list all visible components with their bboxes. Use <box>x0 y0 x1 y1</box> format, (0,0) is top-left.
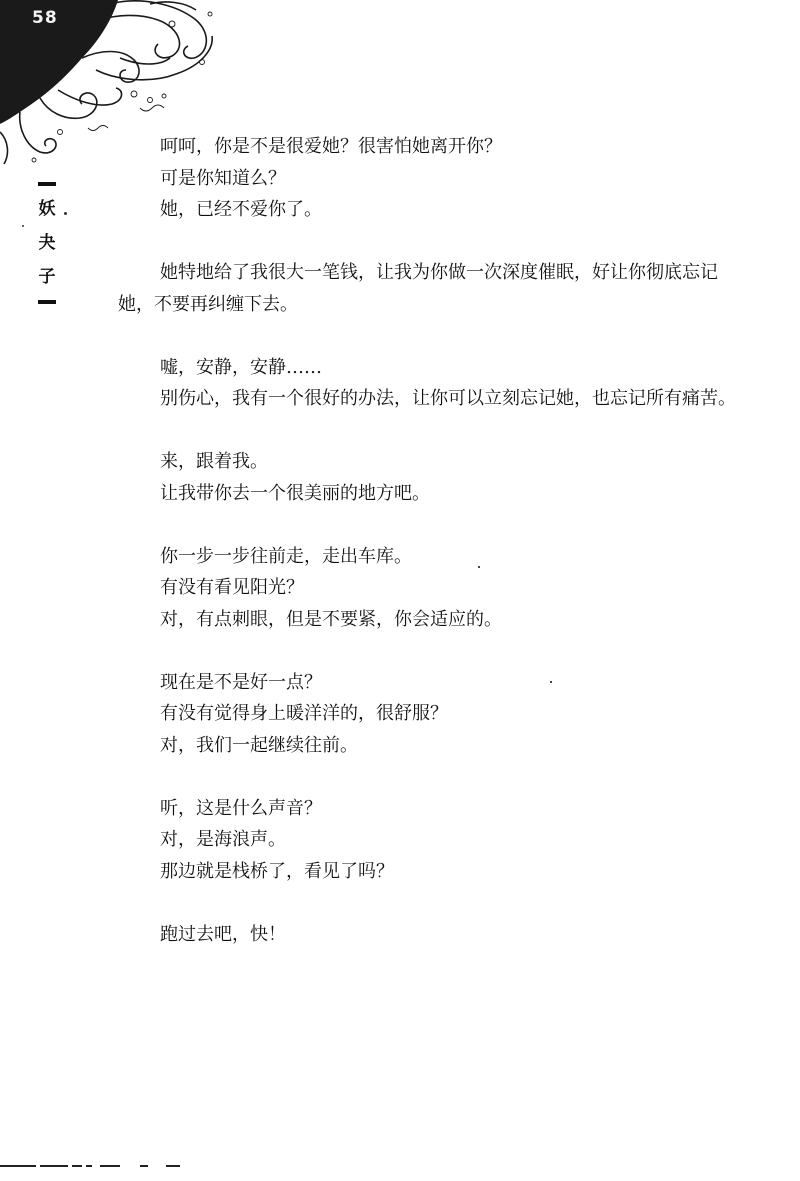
text-line: 听，这是什么声音？ <box>160 797 322 819</box>
text-paragraph: 别伤心，我有一个很好的办法，让你可以立刻忘记她，也忘记所有痛苦。 <box>160 388 736 409</box>
text-line: 有没有看见阳光？ <box>160 577 304 598</box>
scan-speck <box>550 681 552 683</box>
side-title <box>34 176 60 310</box>
text-line: 那边就是栈桥了，看见了吗？ <box>160 860 394 882</box>
side-title-char-3: 子 <box>38 267 56 287</box>
scan-speck <box>478 566 480 568</box>
text-line: 她，已经不爱你了。 <box>160 199 322 220</box>
text-line: 嘘，安静，安静…… <box>160 356 322 378</box>
side-title-bar-bottom <box>38 300 56 304</box>
text-line: 让我带你去一个很美丽的地方吧。 <box>160 482 430 504</box>
body-text <box>118 131 738 950</box>
text-line: 对，我们一起继续往前。 <box>160 734 358 756</box>
side-title-char-1: 妖 <box>38 199 56 219</box>
text-line: 对，有点刺眼，但是不要紧，你会适应的。 <box>160 608 502 630</box>
text-line: 跑过去吧，快！ <box>160 923 286 945</box>
text-paragraph: 她特地给了我很大一笔钱，让我为你做一次深度催眠，好让你彻底忘记她，不要再纠缠下去。 <box>118 262 718 315</box>
side-dot <box>22 225 24 227</box>
text-line: 可是你知道么？ <box>160 167 286 189</box>
text-line: 来，跟着我。 <box>160 451 268 472</box>
text-line: 呵呵，你是不是很爱她？很害怕她离开你？ <box>160 136 502 157</box>
text-line: 现在是不是好一点？ <box>160 671 322 693</box>
text-line: 你一步一步往前走，走出车库。 <box>160 545 412 567</box>
text-line: 有没有觉得身上暖洋洋的，很舒服？ <box>160 703 448 724</box>
footer-rule <box>0 1164 200 1168</box>
side-title-bar-top <box>38 182 56 186</box>
side-dot <box>64 212 67 215</box>
side-title-char-2: 夬 <box>38 233 56 253</box>
page-number: 58 <box>32 8 58 28</box>
text-line: 对，是海浪声。 <box>160 829 286 850</box>
